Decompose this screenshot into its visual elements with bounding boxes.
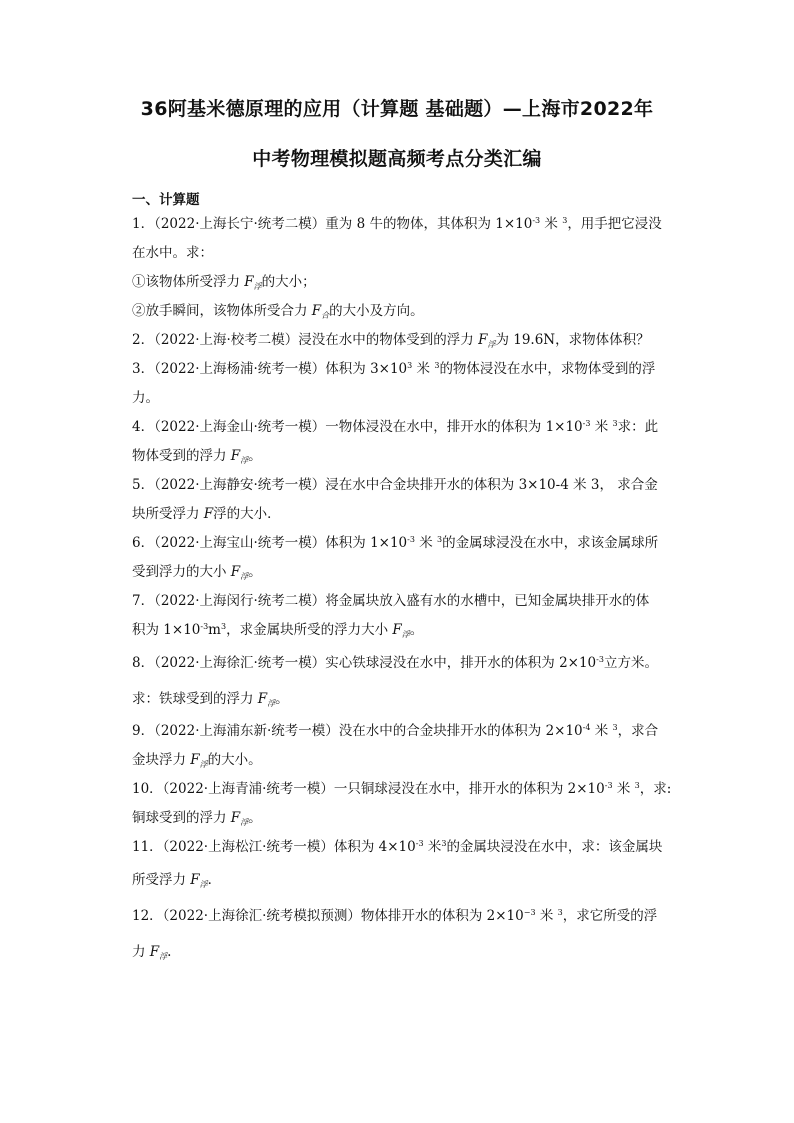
question-5-line-2: 块所受浮力 F浮的大小． — [132, 506, 281, 522]
question-4-line-1: 4．（2022·上海金山·统考一模）一物体浸没在水中，排开水的体积为 $1\times 10^{-3}$ 米 $^3$求：此 — [132, 419, 659, 435]
question-9-line-2: 金块浮力 $F_浮$的大小。 — [132, 752, 262, 769]
question-1-line-2: 在水中。求： — [132, 245, 213, 261]
question-9-line-1: 9．（2022·上海浦东新·统考一模）没在水中的合金块排开水的体积为 $2\times 10^{-4}$ 米 $^3$，求合 — [132, 723, 659, 739]
question-list — [132, 210, 672, 970]
question-12-line-1: 12．（2022·上海徐汇·统考模拟预测）物体排开水的体积为 $2\times 10^{-3}$ 米 $^3$，求它所受的浮 — [132, 908, 658, 924]
section-heading: 一、计算题 — [132, 192, 200, 208]
question-3-line-2: 力。 — [132, 390, 159, 406]
question-3-line-1: 3．（2022·上海杨浦·统考一模）体积为 $3\times 10^3$ 米 $^3$的物体浸没在水中，求物体受到的浮 — [132, 361, 656, 377]
question-7-line-2: 积为 $1\times 10^{-3}m^3$，求金属块所受的浮力大小 $F_浮$。 — [132, 622, 424, 639]
question-7-line-1: 7．（2022·上海闵行·统考二模）将金属块放入盛有水的水槽中，已知金属块排开水的体 — [132, 593, 650, 609]
question-11-line-1: 11．（2022·上海松江·统考一模）体积为 $4\times 10^{-3}$ 米$^3$的金属块浸没在水中，求：该金属块 — [132, 839, 663, 855]
question-1-part-2: ②放手瞬间，该物体所受合力 $F_合$的大小及方向。 — [132, 303, 424, 320]
question-8-line-1: 8．（2022·上海徐汇·统考一模）实心铁球浸没在水中，排开水的体积为 $2\times 10^{-3}$立方米。 — [132, 655, 658, 671]
question-6-line-2: 受到浮力的大小 $F_浮$。 — [132, 564, 262, 581]
question-5-line-1: 5．（2022·上海静安·统考一模）浸在水中合金块排开水的体积为 3×10-4 米 3， 求合金 — [132, 477, 658, 493]
question-8-line-2: 求：铁球受到的浮力 $F_浮$。 — [132, 691, 289, 708]
question-10-line-2: 铜球受到的浮力 $F_浮$。 — [132, 810, 262, 827]
document-title-line-1: 36阿基米德原理的应用（计算题 基础题）—上海市2022年 — [140, 98, 654, 120]
question-10-line-1: 10．（2022·上海青浦·统考一模）一只铜球浸没在水中，排开水的体积为 $2\times 10^{-3}$ 米 $^3$，求: — [132, 781, 672, 797]
question-1-part-1: ①该物体所受浮力 $F_浮$的大小； — [132, 274, 316, 291]
question-2: 2．（2022·上海·校考二模）浸没在水中的物体受到的浮力 $F_浮$为 19.6N，求物体体积？ — [132, 332, 650, 349]
document-title-line-2: 中考物理模拟题高频考点分类汇编 — [252, 148, 542, 170]
question-12-line-2: 力 $F_浮$. — [132, 944, 172, 961]
question-6-line-1: 6．（2022·上海宝山·统考一模）体积为 $1\times 10^{-3}$ 米 $^3$的金属球浸没在水中，求该金属球所 — [132, 535, 659, 551]
question-4-line-2: 物体受到的浮力 $F_浮$。 — [132, 448, 262, 465]
question-11-line-2: 所受浮力 $F_浮$． — [132, 872, 222, 889]
question-1-line-1: 1．（2022·上海长宁·统考二模）重为 8 牛的物体，其体积为 $1\times 10^{-3}$ 米 $^3$，用手把它浸没 — [132, 216, 662, 232]
